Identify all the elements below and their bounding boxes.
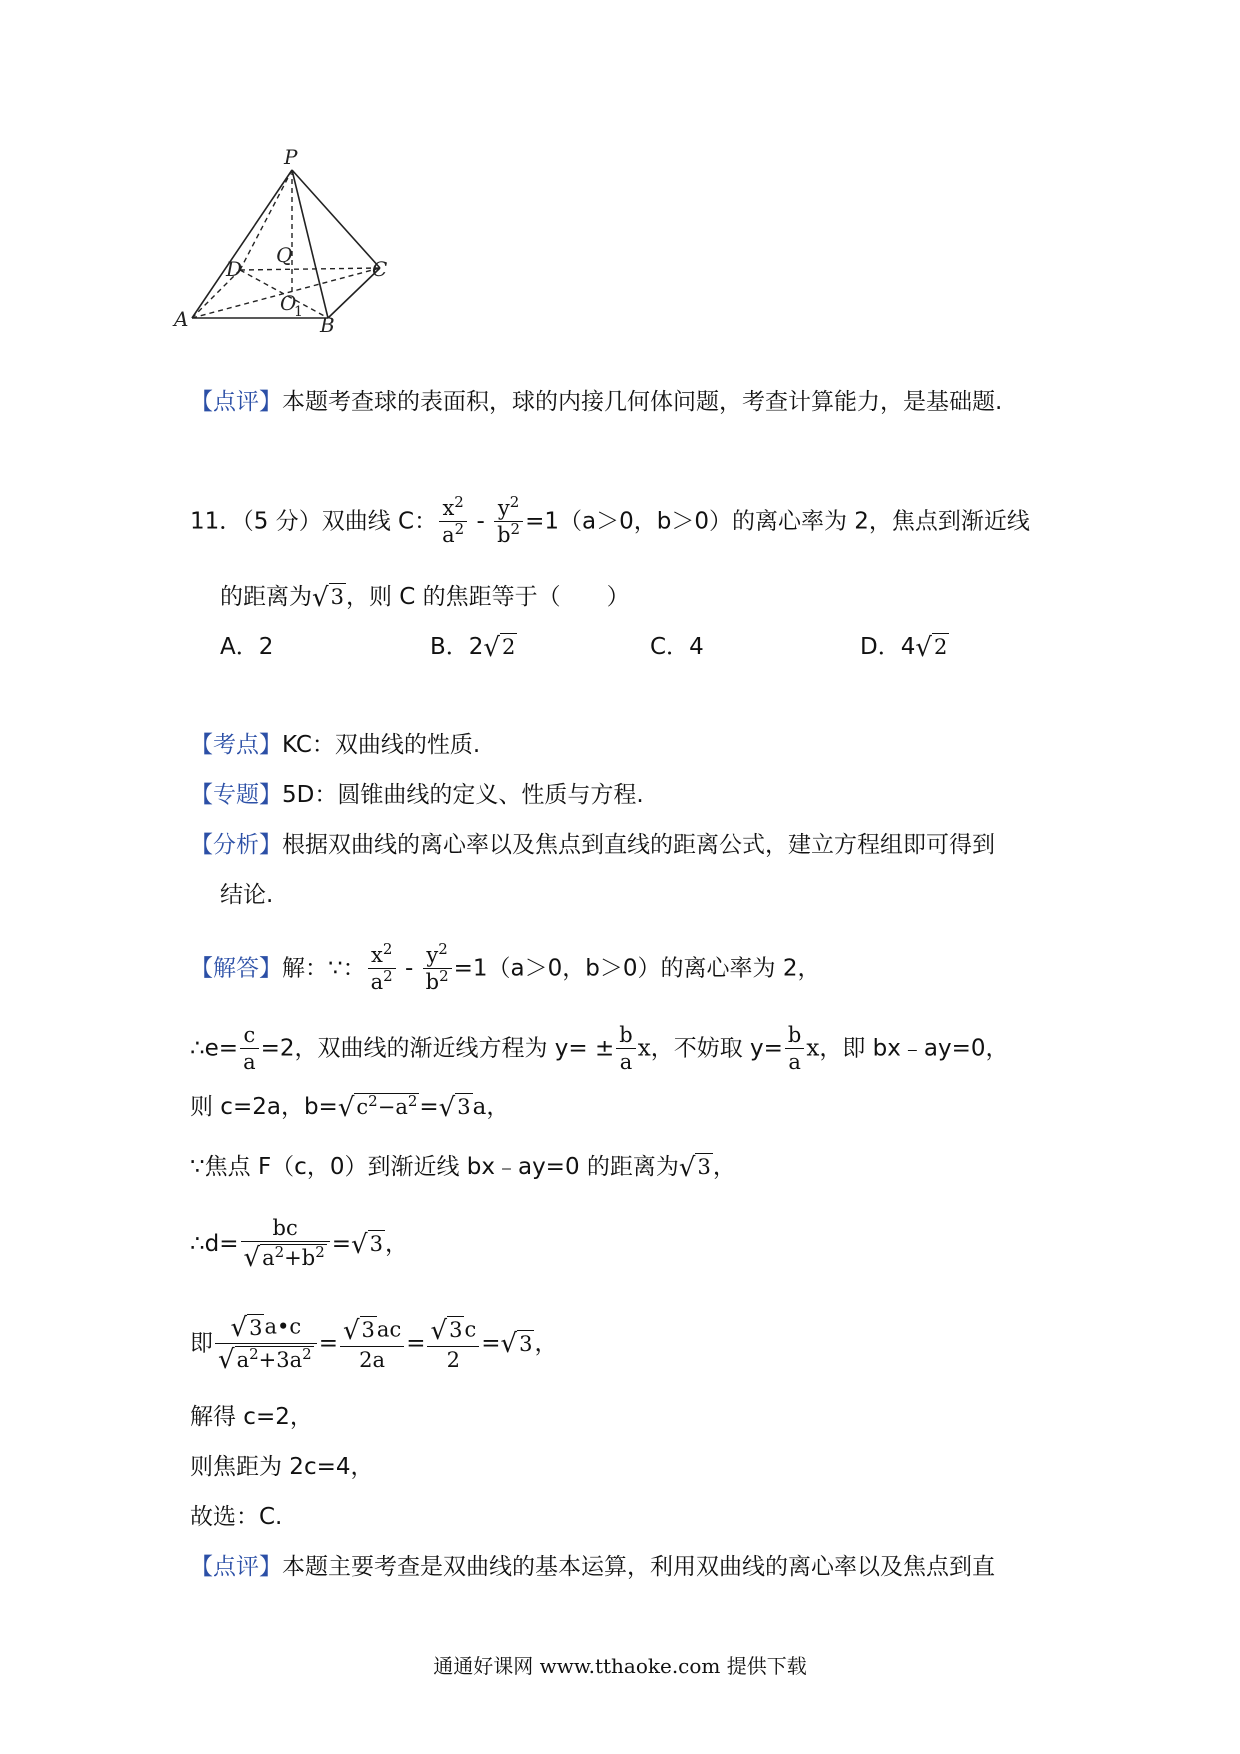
jieda-s8: 则焦距为 2c=4， — [190, 1454, 374, 1480]
kaodian: 【考点】KC：双曲线的性质. — [190, 732, 481, 758]
label-c: C — [372, 257, 388, 281]
jieda-s1: 【解答】解：∵： $\frac{x^2}{a^2}$ - $\frac{y^2}{b^2}$ =1（a＞0，b＞0）的离心率为 2， — [190, 940, 821, 994]
option-b[interactable]: B．2√2 — [430, 632, 516, 663]
zhuanti: 【专题】5D：圆锥曲线的定义、性质与方程. — [190, 782, 644, 808]
label-p: P — [284, 145, 298, 169]
q11-prefix: 11．（5 分）双曲线 C： — [190, 508, 438, 535]
jieda-s5: ∴d= $\frac{bc}{√a^2+b^2}$ =√3， — [190, 1216, 408, 1273]
q11-stem: 11．（5 分）双曲线 C： $\frac{x^2}{a^2}$ - $\frac{y^2}{b^2}$ =1（a＞0，b＞0）的离心率为 2，焦点到渐近线 — [190, 493, 1030, 547]
jieda-s7: 解得 c=2， — [190, 1404, 313, 1430]
label-q: Q — [276, 243, 293, 267]
jieda-s4: ∵焦点 F（c，0）到渐近线 bx﹣ay=0 的距离为√3， — [190, 1152, 736, 1183]
label-o1-sub: 1 — [294, 304, 303, 320]
review-text: 本题考查球的表面积，球的内接几何体问题，考查计算能力，是基础题. — [282, 389, 1003, 415]
jieda-s3: 则 c=2a，$b=√c^2-a^2=√3a$， — [190, 1092, 510, 1123]
label-o1: O — [280, 291, 297, 315]
jieda-s9: 故选：C. — [190, 1504, 283, 1530]
q11-stem-line2: 的距离为√3，则 C 的焦距等于（ ） — [220, 582, 630, 613]
frac-y2-b2: $\frac{y^2}{b^2}$ — [494, 498, 523, 546]
label-d: D — [226, 257, 243, 281]
q11-review: 【点评】本题主要考查是双曲线的基本运算，利用双曲线的离心率以及焦点到直 — [190, 1554, 995, 1580]
frac-x2-a2: $\frac{x^2}{a^2}$ — [439, 498, 467, 546]
option-d[interactable]: D．4√2 — [860, 632, 948, 663]
jieda-s6: 即 $\frac{√3a•c}{√a^2+3a^2}$ = $\frac{√3ac}{2a}$ = $\frac{√3c}{2}$ =√3， — [190, 1313, 558, 1375]
q11-rest: =1（a＞0，b＞0）的离心率为 2，焦点到渐近线 — [525, 508, 1030, 535]
fenxi: 【分析】根据双曲线的离心率以及焦点到直线的距离公式，建立方程组即可得到 — [190, 832, 995, 858]
option-c[interactable]: C．4 — [650, 634, 704, 660]
sqrt-3: √3 — [312, 582, 344, 613]
label-a: A — [174, 307, 189, 331]
q10-review — [190, 385, 1002, 419]
pyramid-figure — [174, 145, 440, 370]
label-b: B — [320, 313, 335, 337]
jieda-s2: ∴e= $\frac{c}{a}$ =2，双曲线的渐近线方程为 y= ± $\frac{b}{a}$ x，不妨取 y= $\frac{b}{a}$ x，即 bx﹣ay=0， — [190, 1023, 1009, 1074]
review-tag: 【点评】 — [190, 389, 282, 415]
footer: 通通好课网 www.tthaoke.com 提供下载 — [433, 1654, 807, 1678]
fenxi-line2: 结论. — [220, 882, 274, 908]
option-a[interactable]: A．2 — [220, 634, 274, 660]
